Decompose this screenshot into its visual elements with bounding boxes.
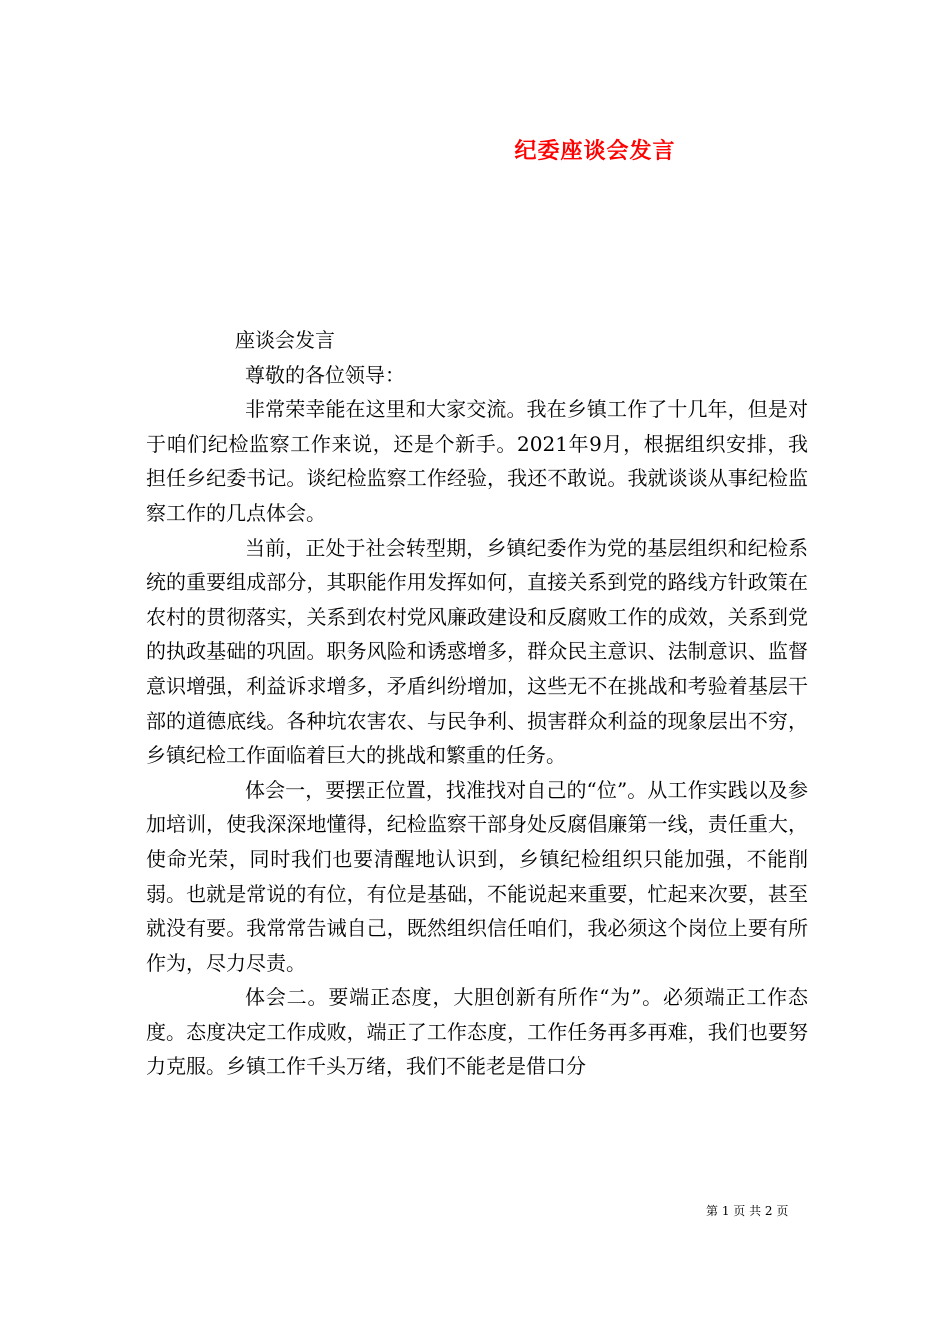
body-paragraph: 体会一，要摆正位置，找准找对自己的“位”。从工作实践以及参加培训，使我深深地懂得，纪检监察干部身处反腐倡廉第一线，责任重大，使命光荣，同时我们也要清醒地认识到，乡镇纪检组织只能加强，不能削弱。也就是常说的有位，有位是基础，不能说起来重要，忙起来次要，甚至就没有要。我常常告诫自己，既然组织信任咱们，我必须这个岗位上要有所作为，尽力尽责。 bbox=[146, 777, 808, 975]
salutation: 尊敬的各位领导： bbox=[245, 362, 405, 387]
document-body bbox=[146, 323, 808, 1084]
page-number: 第 1 页 共 2 页 bbox=[706, 1204, 789, 1218]
document-subheading: 座谈会发言 bbox=[235, 328, 335, 352]
body-paragraph: 非常荣幸能在这里和大家交流。我在乡镇工作了十几年，但是对于咱们纪检监察工作来说，还是个新手。2021年9月，根据组织安排，我担任乡纪委书记。谈纪检监察工作经验，我还不敢说。我就谈谈从事纪检监察工作的几点体会。 bbox=[146, 397, 808, 525]
body-paragraph: 当前，正处于社会转型期，乡镇纪委作为党的基层组织和纪检系统的重要组成部分，其职能作用发挥如何，直接关系到党的路线方针政策在农村的贯彻落实，关系到农村党风廉政建设和反腐败工作的成效，关系到党的执政基础的巩固。职务风险和诱惑增多，群众民主意识、法制意识、监督意识增强，利益诉求增多，矛盾纠纷增加，这些无不在挑战和考验着基层干部的道德底线。各种坑农害农、与民争利、损害群众利益的现象层出不穷，乡镇纪检工作面临着巨大的挑战和繁重的任务。 bbox=[146, 535, 808, 768]
body-paragraph: 体会二。要端正态度，大胆创新有所作“为”。必须端正工作态度。态度决定工作成败，端正了工作态度，工作任务再多再难，我们也要努力克服。乡镇工作千头万绪，我们不能老是借口分 bbox=[146, 985, 808, 1079]
document-title: 纪委座谈会发言 bbox=[514, 138, 676, 164]
